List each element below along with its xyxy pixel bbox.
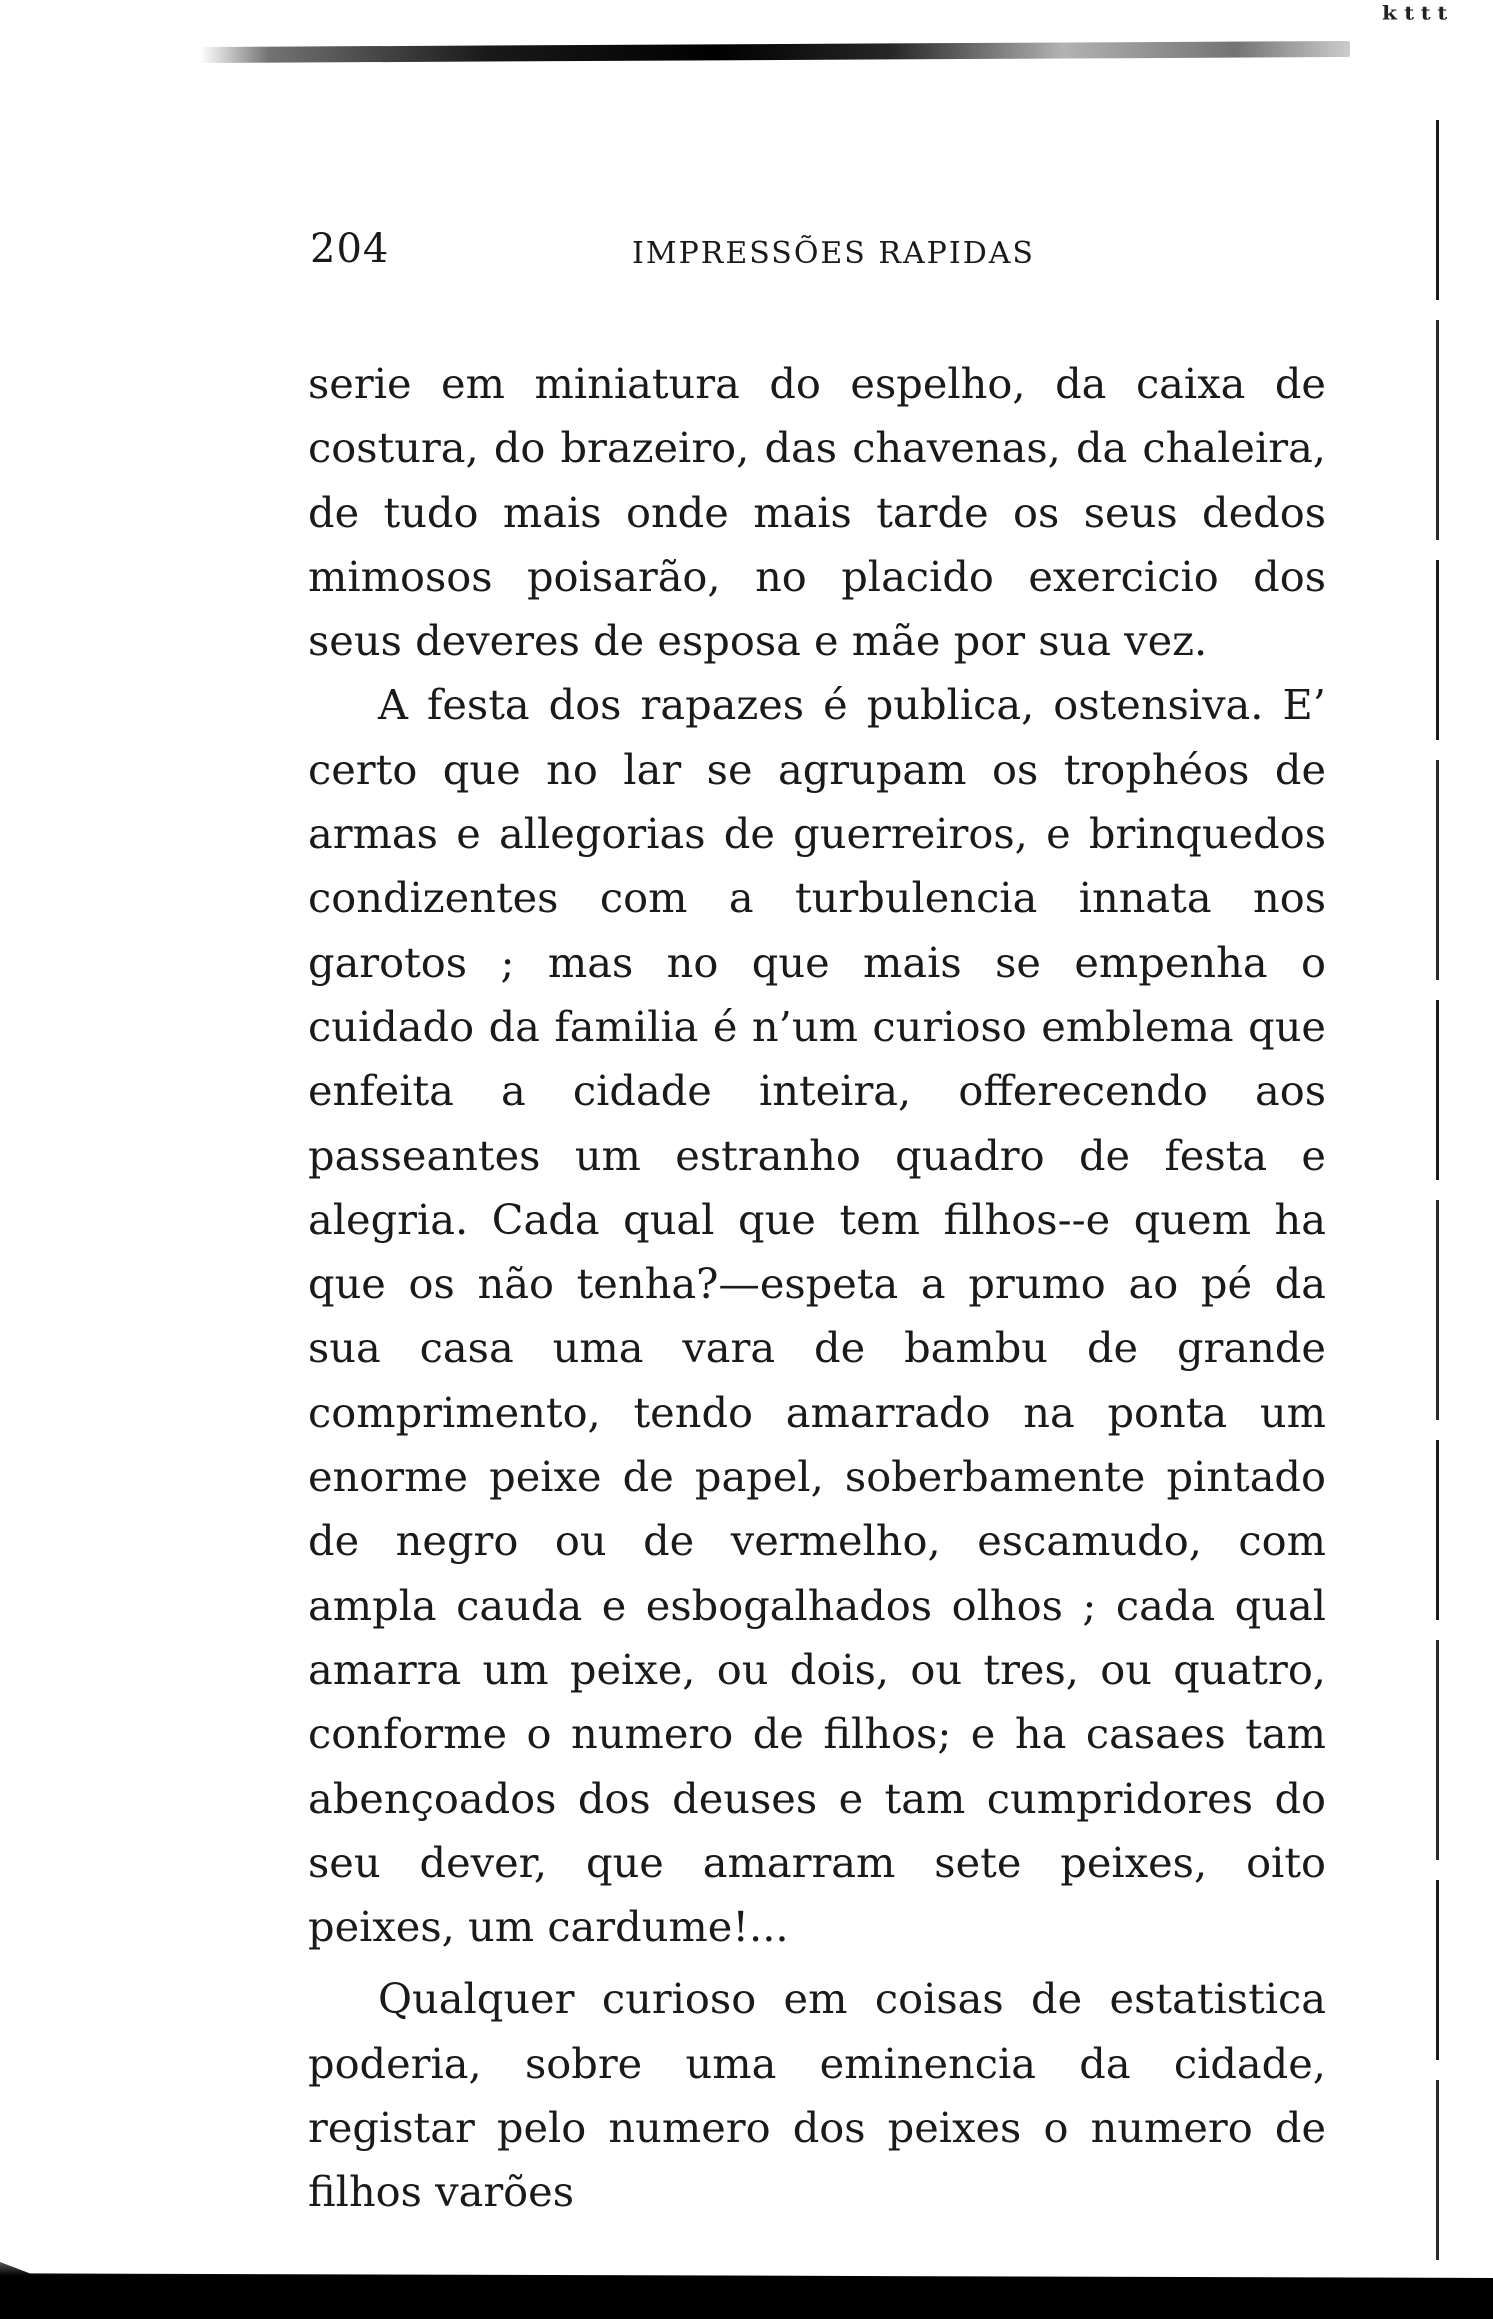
running-title: IMPRESSÕES RAPIDAS (632, 236, 1035, 271)
page-edge-line (1436, 120, 1439, 2260)
scan-binding-shadow (200, 41, 1350, 63)
paragraph-statistics: Qualquer curioso em coisas de estatistica poderia, sobre uma eminencia da cidade, registar pelo numero dos peixes o numero de filhos varões (308, 1974, 1326, 2217)
page-header (310, 226, 1320, 286)
body-text (308, 352, 1326, 2225)
corner-marks: ᵏᵗᵗᵗ (1381, 0, 1453, 40)
scan-bottom-shadow (0, 2262, 1493, 2319)
paragraph-boys-festival: A festa dos rapazes é publica, ostensiva. E’ certo que no lar se agrupam os trophéos de armas e allegorias de guerreiros, e brinquedos condizentes com a turbulencia innata nos garotos ; mas no que mais se empenha o cuidado da familia é n’um curioso emblema que enfeita a cidade inteira, offerecendo aos passeantes um estranho quadro de festa e alegria. Cada qual que tem filhos--e quem ha que os não tenha?—espeta a prumo ao pé da sua casa uma vara de bambu de grande comprimento, tendo amarrado na ponta um enorme peixe de papel, soberbamente pintado de negro ou de vermelho, escamudo, com ampla cauda e esbogalhados olhos ; cada qual amarra um peixe, ou dois, ou tres, ou quatro, conforme o numero de filhos; e ha casaes tam abençoados dos deuses e tam cumpridores do seu dever, que amarram sete peixes, oito peixes, um cardume!... (308, 680, 1326, 1952)
paragraph-continuation: serie em miniatura do espelho, da caixa de costura, do brazeiro, das chavenas, da chaleira, de tudo mais onde mais tarde os seus dedos mimosos poisarão, no placido exercicio dos seus deveres de esposa e mãe por sua vez. (308, 359, 1326, 666)
page-number: 204 (310, 226, 390, 272)
